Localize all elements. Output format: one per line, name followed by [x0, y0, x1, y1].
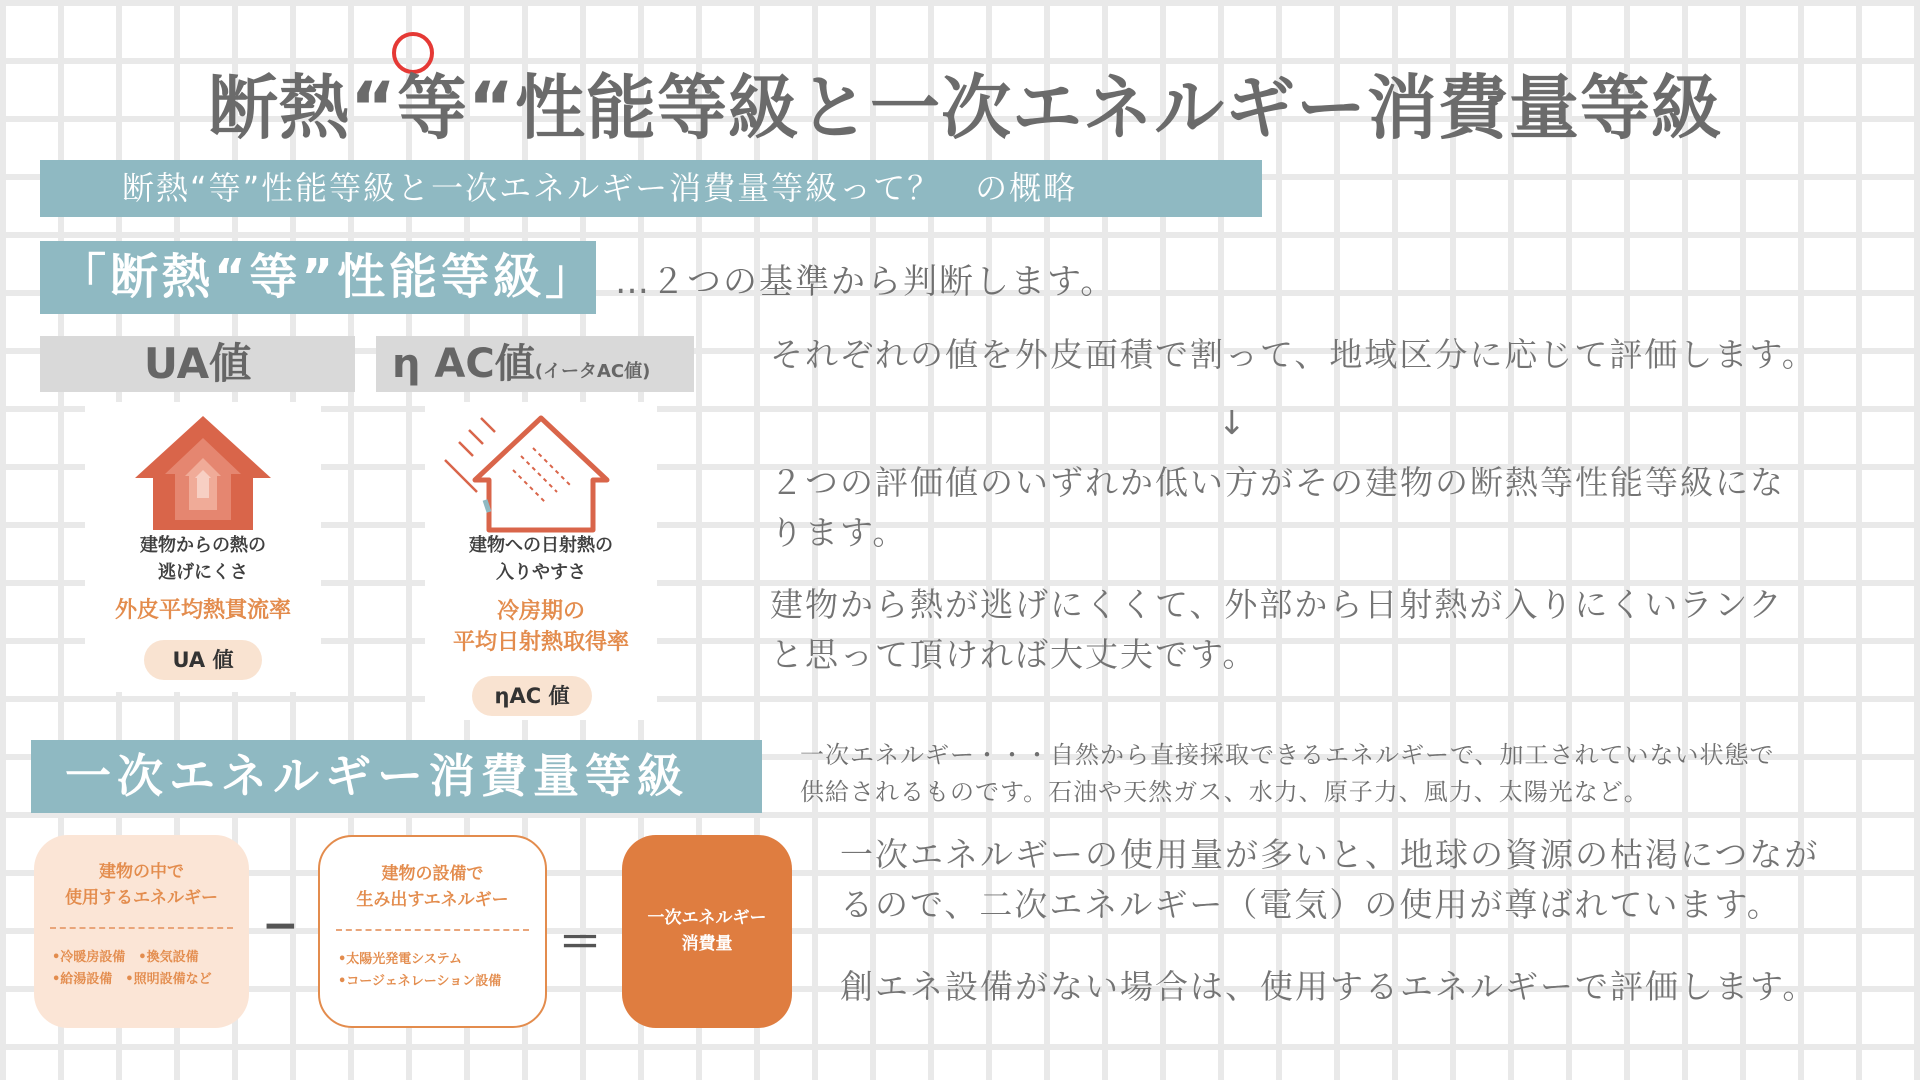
energy-use-title1: 建物の中で — [99, 862, 184, 882]
down-arrow: ↓ — [1218, 403, 1248, 442]
explanation-line1: それぞれの値を外皮面積で割って、地域区分に応じて評価します。 — [770, 335, 1817, 374]
house-sun-icon — [425, 408, 657, 538]
energy-produce-item1: •太陽光発電システム — [338, 952, 463, 967]
eta-ac-label-main: η AC値 — [392, 341, 535, 387]
energy-produce-item2: •コージェネレーション設備 — [338, 974, 502, 989]
energy-produce-items — [338, 949, 539, 993]
energy-use-divider — [50, 927, 233, 929]
energy-text1 — [840, 830, 1819, 930]
energy-use-box — [34, 835, 249, 1028]
energy-produce-title2: 生み出すエネルギー — [356, 890, 509, 910]
eta-caption — [425, 532, 657, 586]
explanation-line3a: 建物から熱が逃げにくくて、外部から日射熱が入りにくいランク — [770, 585, 1784, 624]
ua-metric: 外皮平均熱貫流率 — [114, 598, 291, 623]
explanation-line2 — [770, 458, 1785, 558]
ua-caption-line1: 建物からの熱の — [140, 535, 266, 556]
eta-metric-line1: 冷房期の — [496, 599, 585, 624]
energy-text1a: 一次エネルギーの使用量が多いと、地球の資源の枯渇につなが — [840, 835, 1820, 874]
primary-energy-note-line1: 一次エネルギー・・・自然から直接採取できるエネルギーで、加工されていない状態で — [800, 741, 1775, 769]
eta-ac-label — [376, 336, 694, 392]
energy-produce-divider — [336, 929, 529, 931]
eta-ac-label-sub: (イータAC値) — [534, 361, 651, 382]
eta-pill: ηAC 値 — [472, 676, 592, 716]
primary-energy-note — [800, 737, 1895, 811]
primary-energy-note-line2: 供給されるものです。石油や天然ガス、水力、原子力、風力、太陽光など。 — [800, 778, 1649, 806]
energy-produce-box — [318, 835, 547, 1028]
eta-panel — [425, 402, 657, 720]
energy-use-title — [34, 859, 249, 911]
ua-caption — [85, 532, 321, 586]
result-line2: 消費量 — [681, 934, 733, 954]
energy-grade-heading: 一次エネルギー消費量等級 — [31, 740, 762, 813]
energy-produce-title1: 建物の設備で — [381, 864, 484, 884]
energy-text2: 創エネ設備がない場合は、使用するエネルギーで評価します。 — [840, 967, 1818, 1006]
energy-use-item1: •冷暖房設備 •換気設備 — [52, 950, 199, 965]
insulation-note: …２つの基準から判断します。 — [615, 262, 1117, 302]
eta-caption-line1: 建物への日射熱の — [469, 535, 613, 556]
minus-sign: − — [262, 900, 299, 951]
ua-pill: UA 値 — [144, 640, 262, 680]
house-heat-icon — [85, 408, 321, 538]
energy-use-item2: •給湯設備 •照明設備など — [52, 972, 212, 987]
eta-metric — [425, 596, 657, 658]
energy-text1b: るので、二次エネルギー（電気）の使用が尊ばれています。 — [840, 885, 1782, 924]
explanation-line3 — [770, 580, 1784, 680]
energy-produce-title — [320, 861, 545, 913]
insulation-grade-heading: 「断熱“等”性能等級」 — [40, 241, 596, 314]
overview-band: 断熱“等”性能等級と一次エネルギー消費量等級って？ の概略 — [40, 160, 1262, 217]
ua-panel — [85, 402, 321, 692]
explanation-line3b: と思って頂ければ大丈夫です。 — [770, 635, 1258, 674]
primary-energy-result-box — [622, 835, 792, 1028]
result-line1: 一次エネルギー — [647, 908, 767, 928]
equals-sign: ＝ — [558, 917, 602, 968]
explanation-line2a: ２つの評価値のいずれか低い方がその建物の断熱等性能等級にな — [770, 463, 1785, 502]
energy-use-items — [52, 947, 243, 991]
eta-caption-line2: 入りやすさ — [496, 562, 586, 583]
eta-metric-line2: 平均日射熱取得率 — [452, 630, 629, 655]
page-title: 断熱“等“性能等級と一次エネルギー消費量等級 — [208, 67, 1723, 149]
explanation-line2b: ります。 — [770, 513, 908, 552]
ua-caption-line2: 逃げにくさ — [158, 562, 248, 583]
energy-use-title2: 使用するエネルギー — [65, 888, 218, 908]
primary-energy-result — [622, 905, 792, 957]
ua-label: UA値 — [40, 336, 355, 392]
